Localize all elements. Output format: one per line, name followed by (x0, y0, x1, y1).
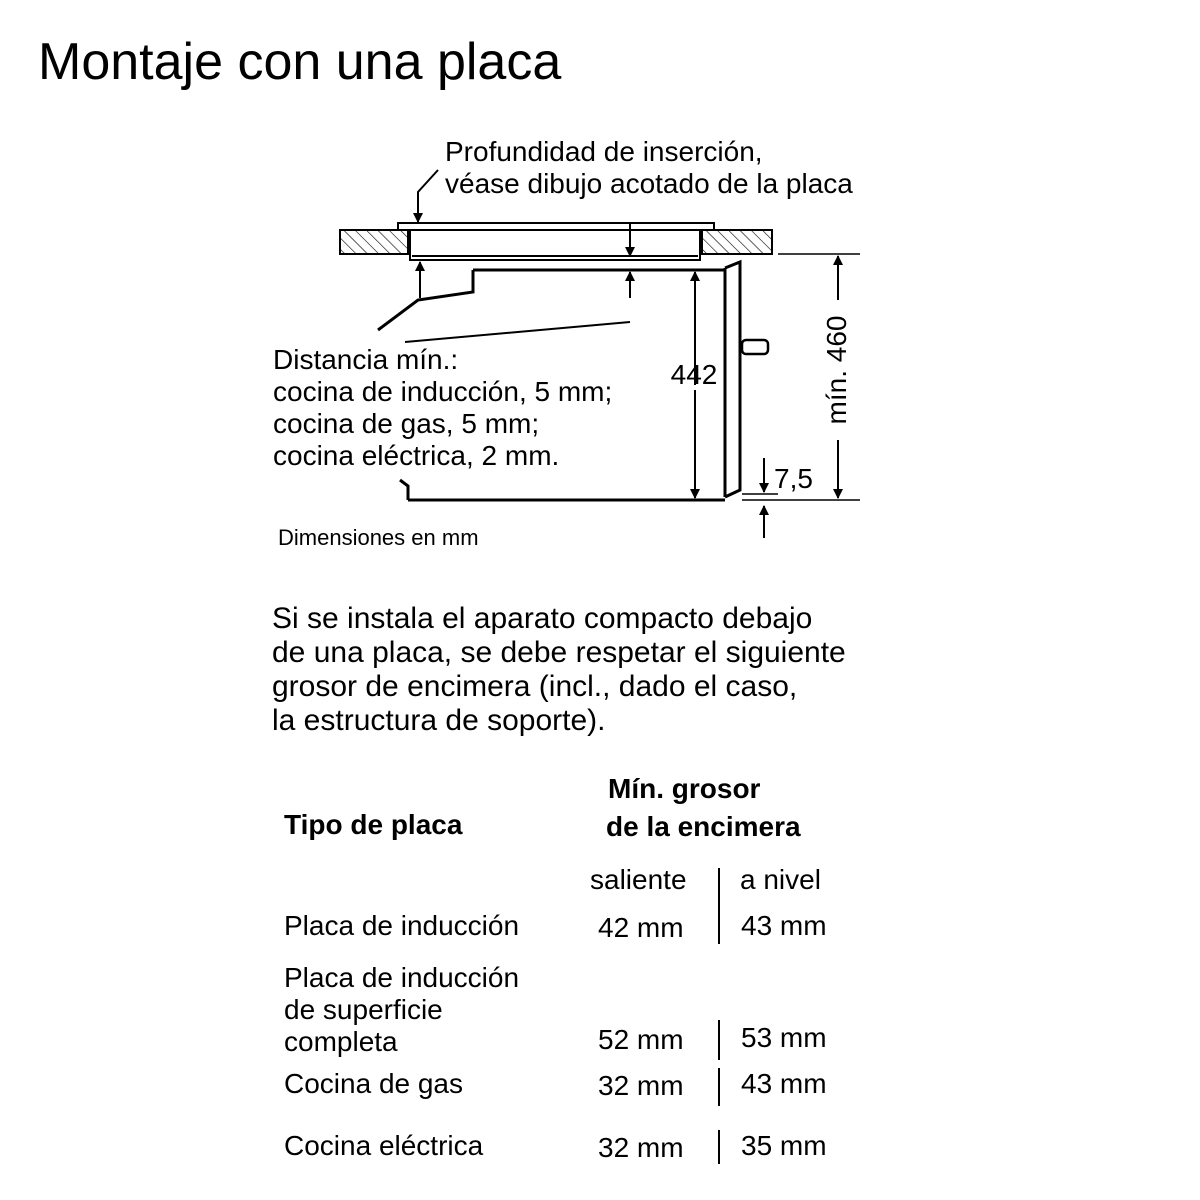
dim-7-5-label: 7,5 (774, 463, 813, 494)
column-divider-2 (718, 1020, 720, 1060)
page-title: Montaje con una placa (38, 33, 562, 91)
col-header-type: Tipo de placa (284, 809, 463, 840)
oven-inner-line (405, 322, 630, 342)
row-1-nivel: 43 mm (741, 910, 827, 941)
row-3-saliente: 32 mm (598, 1070, 684, 1101)
min-distance-label: Distancia mín.: cocina de inducción, 5 mm; cocina de gas, 5 mm; cocina eléctrica, 2 mm. (273, 344, 613, 471)
column-divider-3 (718, 1068, 720, 1106)
oven-door (725, 262, 768, 497)
row-2-nivel: 53 mm (741, 1022, 827, 1053)
insertion-depth-leader (418, 170, 438, 222)
units-note: Dimensiones en mm (278, 525, 479, 550)
row-1-saliente: 42 mm (598, 912, 684, 943)
row-1-type: Placa de inducción (284, 910, 520, 941)
row-2-type-line-2: de superficie (284, 994, 443, 1025)
dim-460-label: mín. 460 (821, 315, 852, 425)
row-4-type: Cocina eléctrica (284, 1130, 484, 1161)
insertion-depth-label: Profundidad de inserción, véase dibujo acotado de la placa (445, 136, 853, 199)
col-header-thickness-2: de la encimera (606, 811, 801, 842)
subheader-nivel: a nivel (740, 864, 821, 895)
dim-442-label: 442 (670, 359, 718, 390)
row-4-nivel: 35 mm (741, 1130, 827, 1161)
row-4-saliente: 32 mm (598, 1132, 684, 1163)
row-3-type: Cocina de gas (284, 1068, 464, 1099)
row-2-type-line-1: Placa de inducción (284, 962, 520, 993)
worktop-left (340, 230, 408, 254)
row-3-nivel: 43 mm (741, 1068, 827, 1099)
column-divider-4 (718, 1130, 720, 1164)
col-header-thickness-1: Mín. grosor (608, 773, 761, 804)
row-2-saliente: 52 mm (598, 1024, 684, 1055)
row-2-type-line-3: completa (284, 1026, 398, 1057)
worktop-right (702, 230, 772, 254)
description-paragraph: Si se instala el aparato compacto debajo de una placa, se debe respetar el siguiente grosor de encimera (incl., dado el caso, la estructura de soporte). (272, 602, 846, 737)
subheader-saliente: saliente (590, 864, 687, 895)
column-divider-1 (718, 868, 720, 944)
hob (398, 223, 714, 260)
